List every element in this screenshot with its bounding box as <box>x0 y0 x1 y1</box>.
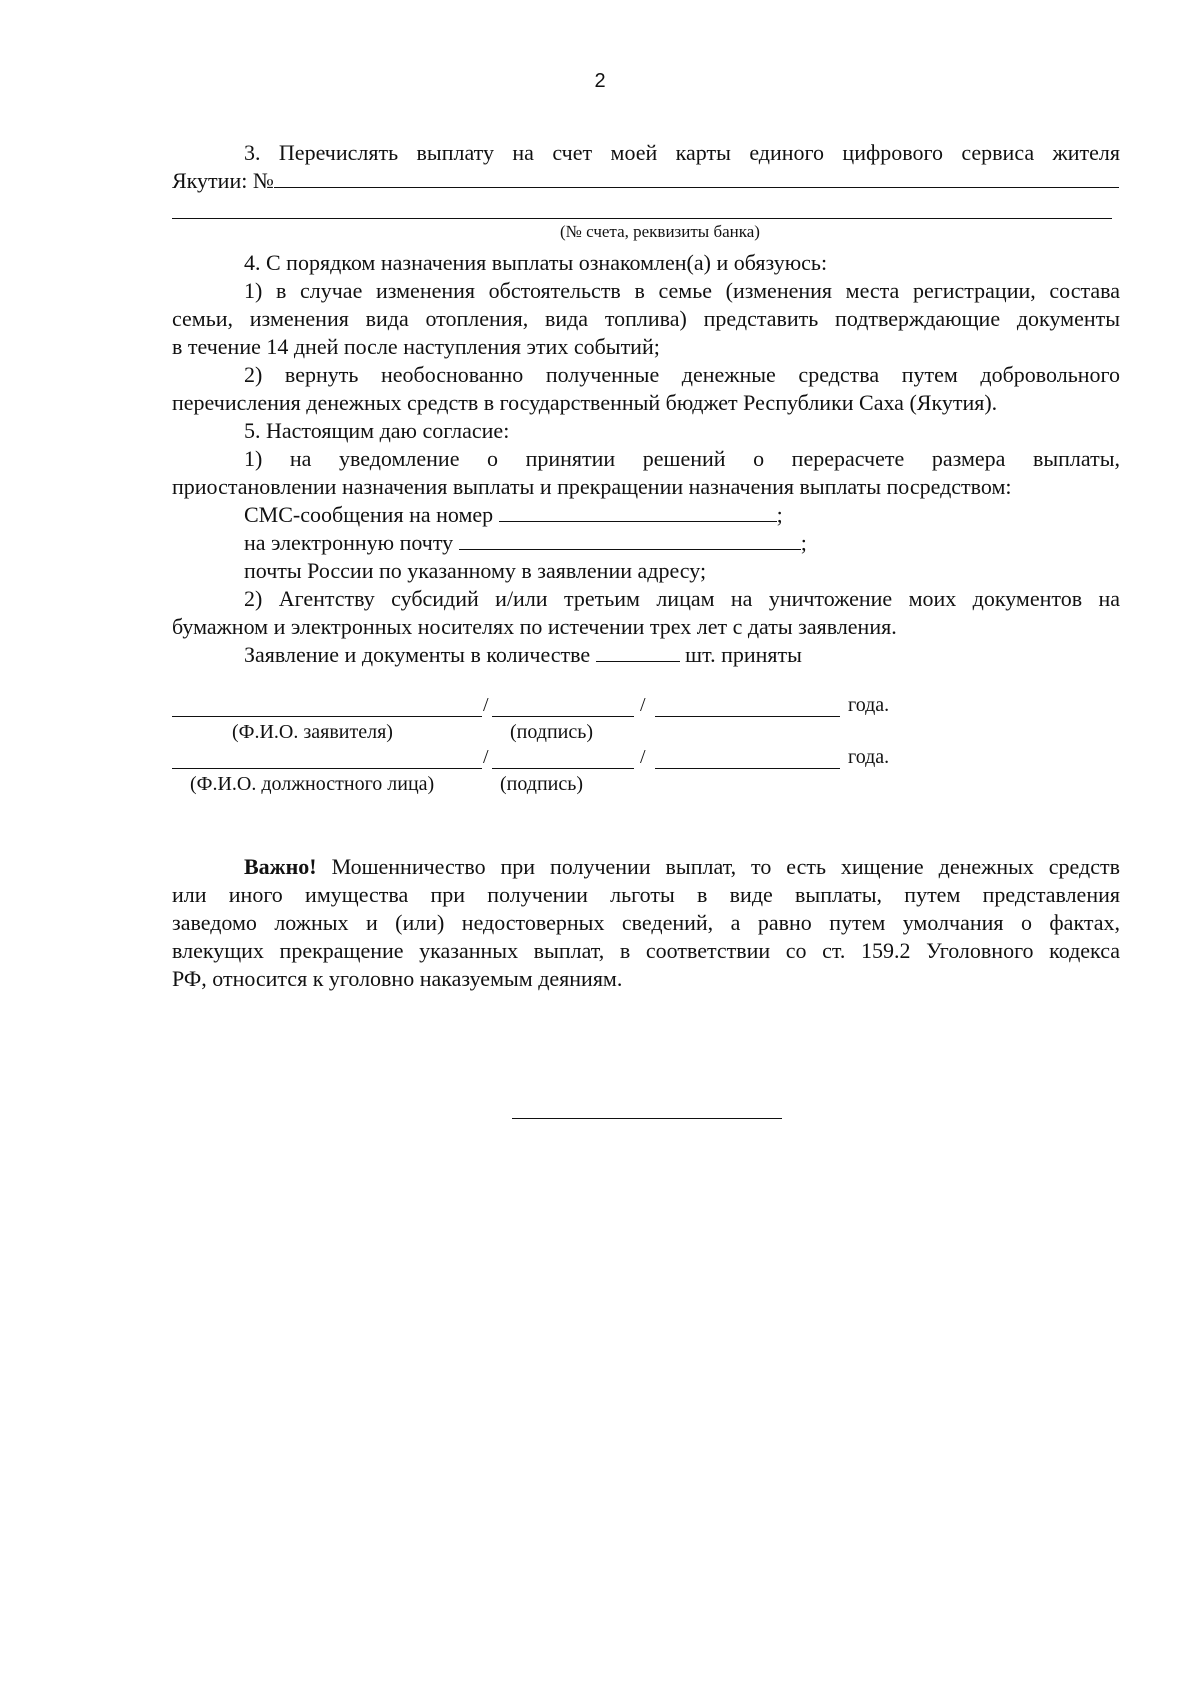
sms-semicolon: ; <box>776 502 783 527</box>
official-caption: (Ф.И.О. должностного лица) <box>190 773 435 795</box>
item5-sub1-line1: 1) на уведомление о принятии решений о перерасчете размера выплаты, <box>244 446 1120 471</box>
warning-line2: или иного имущества при получении льготы в виде выплаты, путем представления <box>172 882 1120 907</box>
item5-heading: 5. Настоящим даю согласие: <box>244 418 510 443</box>
slash-2b: / <box>640 746 646 768</box>
slash-1a: / <box>483 694 489 716</box>
warning-bold: Важно! <box>244 854 317 879</box>
item4-sub2-line1: 2) вернуть необоснованно полученные денежные средства путем добровольного <box>244 362 1120 387</box>
email-line <box>244 530 1120 556</box>
year-1: года. <box>848 694 890 716</box>
item3-line1: 3. Перечислять выплату на счет моей карты единого цифрового сервиса жителя <box>244 140 1120 165</box>
item5-sub1-line2: приостановлении назначения выплаты и прекращении назначения выплаты посредством: <box>172 474 1012 499</box>
year-2: года. <box>848 746 890 768</box>
slash-2a: / <box>483 746 489 768</box>
warning-line5: РФ, относится к уголовно наказуемым деяниям. <box>172 966 623 991</box>
item5-sub2-line1: 2) Агентству субсидий и/или третьим лицам на уничтожение моих документов на <box>244 586 1120 611</box>
card-number-field[interactable] <box>274 169 1119 188</box>
bank-details-line[interactable] <box>172 218 1112 219</box>
docs-suffix: шт. приняты <box>685 642 802 667</box>
slash-1b: / <box>640 694 646 716</box>
applicant-date-line[interactable] <box>655 716 840 717</box>
applicant-caption: (Ф.И.О. заявителя) <box>232 721 393 743</box>
warning-line3: заведомо ложных и (или) недостоверных сведений, а равно путем умолчания о фактах, <box>172 910 1120 935</box>
email-field[interactable] <box>459 531 801 550</box>
official-signature-line[interactable] <box>492 768 634 769</box>
email-semicolon: ; <box>800 530 807 555</box>
applicant-signature-line[interactable] <box>492 716 634 717</box>
item5-sub2-line2: бумажном и электронных носителях по истечении трех лет с даты заявления. <box>172 614 897 639</box>
docs-count-field[interactable] <box>596 643 680 662</box>
official-signature-caption: (подпись) <box>500 773 584 795</box>
item4-sub1-line2: семьи, изменения вида отопления, вида топлива) представить подтверждающие документы <box>172 306 1120 331</box>
item4-sub1-line3: в течение 14 дней после наступления этих событий; <box>172 334 660 359</box>
warning-line1-rest: Мошенничество при получении выплат, то есть хищение денежных средств <box>316 854 1120 879</box>
docs-prefix: Заявление и документы в количестве <box>244 642 591 667</box>
warning-line1 <box>244 854 1120 880</box>
sms-label: СМС-сообщения на номер <box>244 502 494 527</box>
item4-sub2-line2: перечисления денежных средств в государственный бюджет Республики Саха (Якутия). <box>172 390 998 415</box>
sms-number-field[interactable] <box>499 503 777 522</box>
item4-sub1-line1: 1) в случае изменения обстоятельств в семье (изменения места регистрации, состава <box>244 278 1120 303</box>
applicant-name-line[interactable] <box>172 716 482 717</box>
docs-line <box>244 642 1120 668</box>
page-number: 2 <box>594 70 606 92</box>
item4-heading: 4. С порядком назначения выплаты ознакомлен(а) и обязуюсь: <box>244 250 828 275</box>
post-line: почты России по указанному в заявлении адресу; <box>244 558 707 583</box>
applicant-signature-caption: (подпись) <box>510 721 594 743</box>
official-date-line[interactable] <box>655 768 840 769</box>
sms-line <box>244 502 1120 528</box>
official-name-line[interactable] <box>172 768 482 769</box>
bank-details-caption: (№ счета, реквизиты банка) <box>560 222 760 241</box>
item3-line2 <box>172 168 1120 194</box>
item3-line2-prefix: Якутии: № <box>172 168 274 193</box>
closing-separator <box>512 1118 782 1119</box>
email-label: на электронную почту <box>244 530 454 555</box>
warning-line4: влекущих прекращение указанных выплат, в соответствии со ст. 159.2 Уголовного кодекса <box>172 938 1120 963</box>
